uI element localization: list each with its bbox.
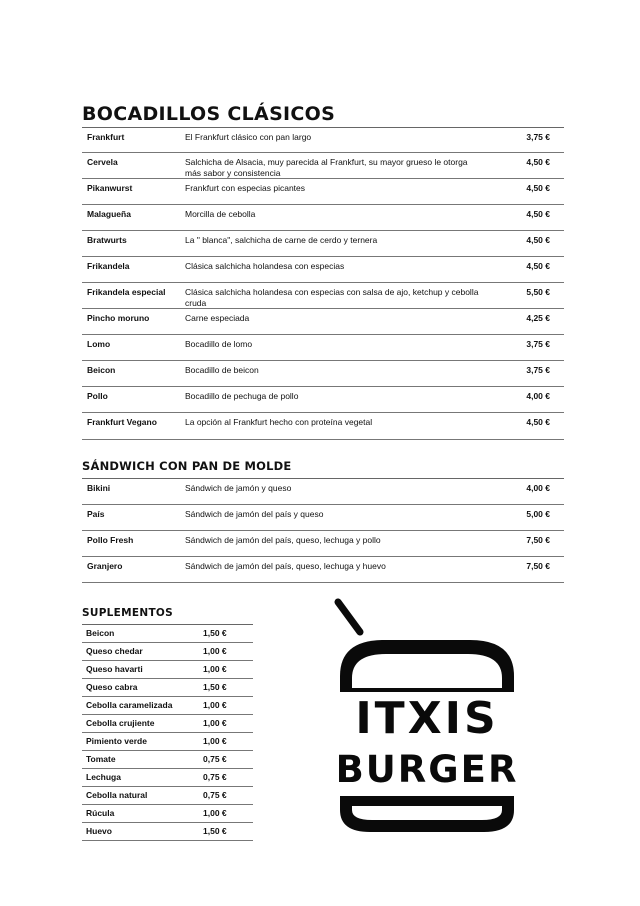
menu-row	[82, 283, 564, 309]
supplement-price: 1,00 €	[203, 700, 227, 710]
supplement-row	[82, 787, 253, 805]
menu-row	[82, 505, 564, 531]
supplement-row	[82, 733, 253, 751]
menu-row	[82, 309, 564, 335]
supplement-row	[82, 697, 253, 715]
supplement-price: 1,00 €	[203, 664, 227, 674]
menu-row	[82, 153, 564, 179]
item-price: 4,50 €	[526, 183, 550, 193]
item-price: 7,50 €	[526, 561, 550, 571]
item-price: 5,50 €	[526, 287, 550, 297]
item-name: Granjero	[87, 561, 123, 571]
bocadillos-title: BOCADILLOS CLÁSICOS	[82, 103, 336, 125]
item-name: Pollo	[87, 391, 108, 401]
item-description: La opción al Frankfurt hecho con proteína vegetal	[185, 417, 373, 427]
menu-row	[82, 361, 564, 387]
supplement-price: 1,00 €	[203, 808, 227, 818]
item-description: Clásica salchicha holandesa con especias	[185, 261, 345, 271]
supplement-row	[82, 715, 253, 733]
menu-row	[82, 531, 564, 557]
item-name: Cervela	[87, 157, 118, 167]
menu-row	[82, 231, 564, 257]
supplement-name: Queso chedar	[86, 646, 143, 656]
sandwich-title: SÁNDWICH CON PAN DE MOLDE	[82, 459, 292, 473]
item-name: Lomo	[87, 339, 111, 349]
item-description: Sándwich de jamón del país, queso, lechuga y huevo	[185, 561, 386, 571]
supplement-price: 0,75 €	[203, 772, 227, 782]
supplement-price: 0,75 €	[203, 754, 227, 764]
supplement-row	[82, 769, 253, 787]
item-description: Sándwich de jamón del país y queso	[185, 509, 324, 519]
item-name: Frankfurt Vegano	[87, 417, 157, 427]
supplement-row	[82, 625, 253, 643]
item-price: 3,75 €	[526, 132, 550, 142]
item-description: Salchicha de Alsacia, muy parecida al Frankfurt, su mayor grueso le otorga más sabor y consistencia	[185, 157, 468, 178]
supplement-price: 1,00 €	[203, 736, 227, 746]
item-price: 3,75 €	[526, 365, 550, 375]
item-description: El Frankfurt clásico con pan largo	[185, 132, 312, 142]
suplementos-table	[82, 624, 253, 841]
item-description: Bocadillo de beicon	[185, 365, 259, 375]
menu-row	[82, 128, 564, 153]
supplement-name: Queso havarti	[86, 664, 143, 674]
menu-row	[82, 257, 564, 283]
supplement-name: Cebolla caramelizada	[86, 700, 173, 710]
supplement-name: Pimiento verde	[86, 736, 147, 746]
item-price: 4,25 €	[526, 313, 550, 323]
sandwich-table	[82, 478, 564, 583]
item-description: Carne especiada	[185, 313, 250, 323]
supplement-price: 1,50 €	[203, 826, 227, 836]
supplement-row	[82, 823, 253, 841]
menu-row	[82, 179, 564, 205]
item-name: Pollo Fresh	[87, 535, 134, 545]
supplement-name: Lechuga	[86, 772, 121, 782]
supplement-name: Beicon	[86, 628, 115, 638]
item-name: Frikandela	[87, 261, 130, 271]
item-description: Sándwich de jamón del país, queso, lechuga y pollo	[185, 535, 381, 545]
item-description: Frankfurt con especias picantes	[185, 183, 306, 193]
item-name: Frikandela especial	[87, 287, 166, 297]
item-price: 4,50 €	[526, 157, 550, 167]
logo-stick	[338, 602, 360, 632]
item-description: Bocadillo de pechuga de pollo	[185, 391, 299, 401]
suplementos-title: SUPLEMENTOS	[82, 607, 174, 619]
supplement-row	[82, 679, 253, 697]
supplement-row	[82, 805, 253, 823]
logo-text-burger: BURGER	[335, 748, 519, 791]
item-price: 4,50 €	[526, 261, 550, 271]
supplement-price: 1,00 €	[203, 646, 227, 656]
menu-row	[82, 479, 564, 505]
menu-row	[82, 205, 564, 231]
item-name: Pincho moruno	[87, 313, 150, 323]
item-name: Malagueña	[87, 209, 131, 219]
supplement-price: 1,50 €	[203, 682, 227, 692]
item-description: La " blanca", salchicha de carne de cerdo y ternera	[185, 235, 378, 245]
item-description: Morcilla de cebolla	[185, 209, 256, 219]
item-name: Bratwurts	[87, 235, 127, 245]
supplement-name: Huevo	[86, 826, 112, 836]
supplement-price: 0,75 €	[203, 790, 227, 800]
item-description: Bocadillo de lomo	[185, 339, 253, 349]
item-description: Clásica salchicha holandesa con especias con salsa de ajo, ketchup y cebolla cruda	[185, 287, 479, 308]
item-name: Bikini	[87, 483, 111, 493]
menu-row	[82, 387, 564, 413]
item-price: 4,50 €	[526, 417, 550, 427]
supplement-price: 1,50 €	[203, 628, 227, 638]
menu-row	[82, 557, 564, 583]
menu-row	[82, 335, 564, 361]
supplement-name: Rúcula	[86, 808, 115, 818]
menu-row	[82, 413, 564, 440]
supplement-name: Cebolla natural	[86, 790, 148, 800]
item-name: Pikanwurst	[87, 183, 133, 193]
item-price: 4,50 €	[526, 209, 550, 219]
item-price: 3,75 €	[526, 339, 550, 349]
item-price: 4,00 €	[526, 483, 550, 493]
item-price: 4,50 €	[526, 235, 550, 245]
item-price: 7,50 €	[526, 535, 550, 545]
logo-text-itxis: ITXIS	[355, 693, 499, 744]
item-description: Sándwich de jamón y queso	[185, 483, 292, 493]
item-name: País	[87, 509, 105, 519]
supplement-price: 1,00 €	[203, 718, 227, 728]
supplement-row	[82, 643, 253, 661]
item-name: Beicon	[87, 365, 116, 375]
item-name: Frankfurt	[87, 132, 125, 142]
supplement-row	[82, 751, 253, 769]
supplement-name: Queso cabra	[86, 682, 138, 692]
bocadillos-table	[82, 127, 564, 440]
supplement-row	[82, 661, 253, 679]
item-price: 5,00 €	[526, 509, 550, 519]
supplement-name: Cebolla crujiente	[86, 718, 155, 728]
supplement-name: Tomate	[86, 754, 116, 764]
item-price: 4,00 €	[526, 391, 550, 401]
